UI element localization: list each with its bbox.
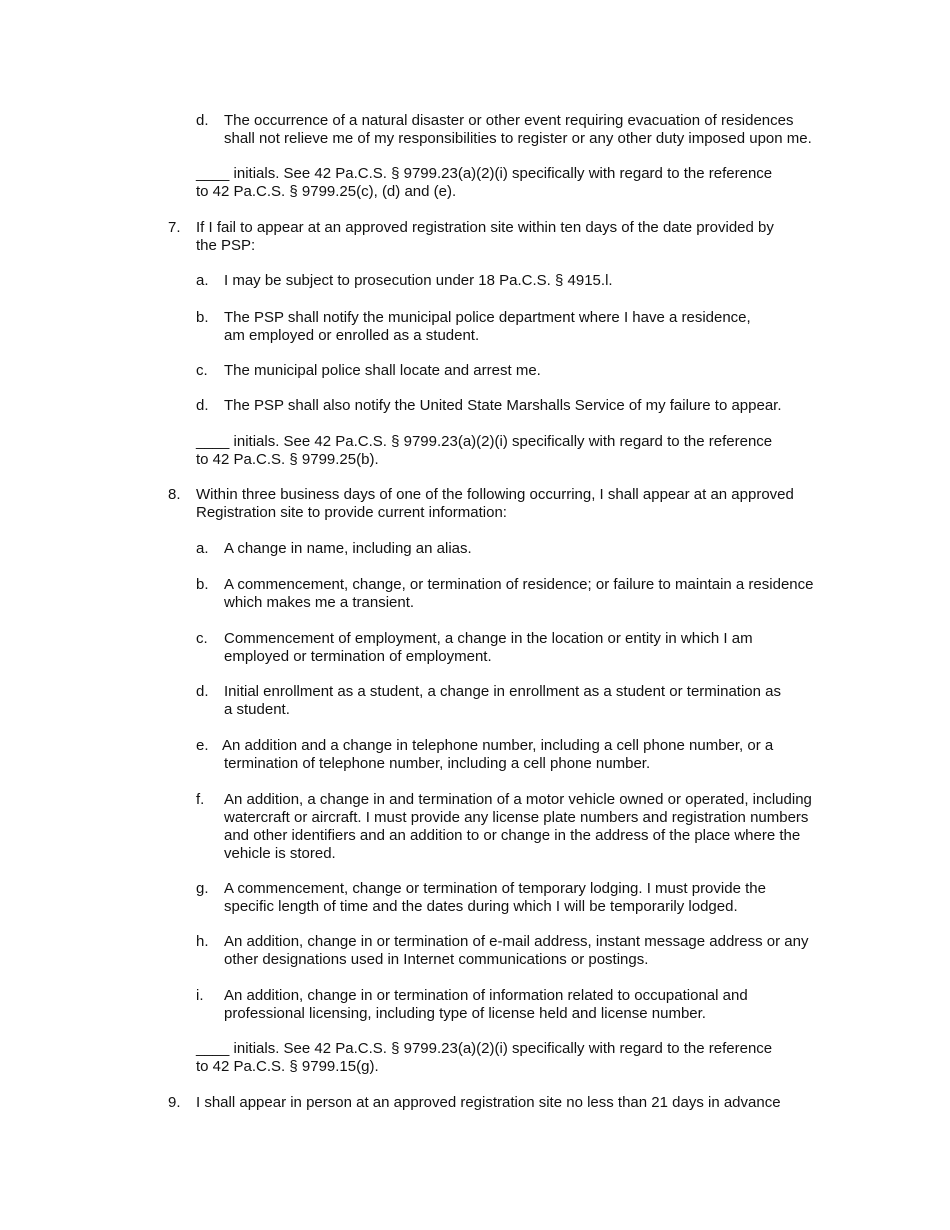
- text-line: the PSP:: [196, 237, 256, 254]
- list-marker: d.: [196, 112, 209, 129]
- text-line: ____ initials. See 42 Pa.C.S. § 9799.23(a)(2)(i) specifically with regard to the reference: [196, 165, 773, 182]
- text-line: The occurrence of a natural disaster or other event requiring evacuation of residences: [224, 112, 794, 129]
- text-line: A commencement, change, or termination of residence; or failure to maintain a residence: [224, 576, 814, 593]
- list-item-text: [222, 737, 773, 773]
- list-marker: h.: [196, 933, 209, 950]
- text-line: ____ initials. See 42 Pa.C.S. § 9799.23(a)(2)(i) specifically with regard to the reference: [196, 1040, 773, 1057]
- list-marker: c.: [196, 630, 208, 647]
- list-item-text: [224, 880, 766, 916]
- text-line: The PSP shall also notify the United State Marshalls Service of my failure to appear.: [224, 397, 782, 414]
- section-text: [196, 219, 774, 255]
- initials-statement: [196, 165, 772, 201]
- text-line: to 42 Pa.C.S. § 9799.25(b).: [196, 451, 379, 468]
- text-line: Registration site to provide current information:: [196, 504, 507, 521]
- text-line: and other identifiers and an addition to or change in the address of the place where the: [224, 827, 801, 844]
- text-line: I shall appear in person at an approved registration site no less than 21 days in advance: [196, 1094, 781, 1111]
- list-marker: e.: [196, 737, 209, 754]
- list-item-text: [224, 112, 812, 148]
- list-marker: i.: [196, 987, 204, 1004]
- text-line: The municipal police shall locate and arrest me.: [224, 362, 541, 379]
- text-line: An addition, change in or termination of information related to occupational and: [224, 987, 748, 1004]
- section-number: 8.: [168, 486, 181, 503]
- initials-statement: [196, 433, 772, 469]
- list-item-text: [224, 630, 753, 666]
- list-marker: b.: [196, 576, 209, 593]
- list-marker: g.: [196, 880, 209, 897]
- list-item-text: [224, 362, 541, 380]
- text-line: ____ initials. See 42 Pa.C.S. § 9799.23(a)(2)(i) specifically with regard to the reference: [196, 433, 773, 450]
- list-item-text: [224, 309, 751, 345]
- list-item-text: [224, 576, 813, 612]
- section-text: [196, 486, 794, 522]
- text-line: Initial enrollment as a student, a change in enrollment as a student or termination as: [224, 683, 781, 700]
- text-line: A change in name, including an alias.: [224, 540, 472, 557]
- text-line: An addition and a change in telephone number, including a cell phone number, or a: [222, 737, 774, 754]
- text-line: I may be subject to prosecution under 18 Pa.C.S. § 4915.l.: [224, 272, 613, 289]
- text-line: specific length of time and the dates during which I will be temporarily lodged.: [224, 898, 738, 915]
- list-marker: a.: [196, 272, 209, 289]
- text-line: to 42 Pa.C.S. § 9799.15(g).: [196, 1058, 379, 1075]
- list-marker: a.: [196, 540, 209, 557]
- text-line: vehicle is stored.: [224, 845, 336, 862]
- list-item-text: [224, 933, 809, 969]
- list-item-text: [224, 540, 472, 558]
- text-line: The PSP shall notify the municipal police department where I have a residence,: [224, 309, 751, 326]
- list-item-text: [224, 791, 812, 863]
- section-text: [196, 1094, 781, 1112]
- text-line: An addition, change in or termination of e-mail address, instant message address or any: [224, 933, 809, 950]
- text-line: which makes me a transient.: [224, 594, 415, 611]
- list-item-text: [224, 397, 782, 415]
- list-item-text: [224, 683, 781, 719]
- text-line: Commencement of employment, a change in the location or entity in which I am: [224, 630, 753, 647]
- text-line: An addition, a change in and termination of a motor vehicle owned or operated, including: [224, 791, 812, 808]
- text-line: termination of telephone number, including a cell phone number.: [224, 755, 651, 772]
- text-line: other designations used in Internet communications or postings.: [224, 951, 649, 968]
- text-line: professional licensing, including type of license held and license number.: [224, 1005, 706, 1022]
- text-line: A commencement, change or termination of temporary lodging. I must provide the: [224, 880, 766, 897]
- list-marker: d.: [196, 683, 209, 700]
- initials-statement: [196, 1040, 772, 1076]
- text-line: to 42 Pa.C.S. § 9799.25(c), (d) and (e).: [196, 183, 457, 200]
- section-number: 9.: [168, 1094, 181, 1111]
- text-line: employed or termination of employment.: [224, 648, 492, 665]
- text-line: Within three business days of one of the following occurring, I shall appear at an approved: [196, 486, 794, 503]
- text-line: a student.: [224, 701, 290, 718]
- text-line: am employed or enrolled as a student.: [224, 327, 480, 344]
- list-marker: d.: [196, 397, 209, 414]
- text-line: If I fail to appear at an approved registration site within ten days of the date provided by: [196, 219, 774, 236]
- list-item-text: [224, 987, 748, 1023]
- list-marker: f.: [196, 791, 205, 808]
- list-marker: b.: [196, 309, 209, 326]
- text-line: shall not relieve me of my responsibilities to register or any other duty imposed upon me.: [224, 130, 812, 147]
- text-line: watercraft or aircraft. I must provide any license plate numbers and registration numbers: [224, 809, 809, 826]
- list-marker: c.: [196, 362, 208, 379]
- section-number: 7.: [168, 219, 181, 236]
- list-item-text: [224, 272, 613, 290]
